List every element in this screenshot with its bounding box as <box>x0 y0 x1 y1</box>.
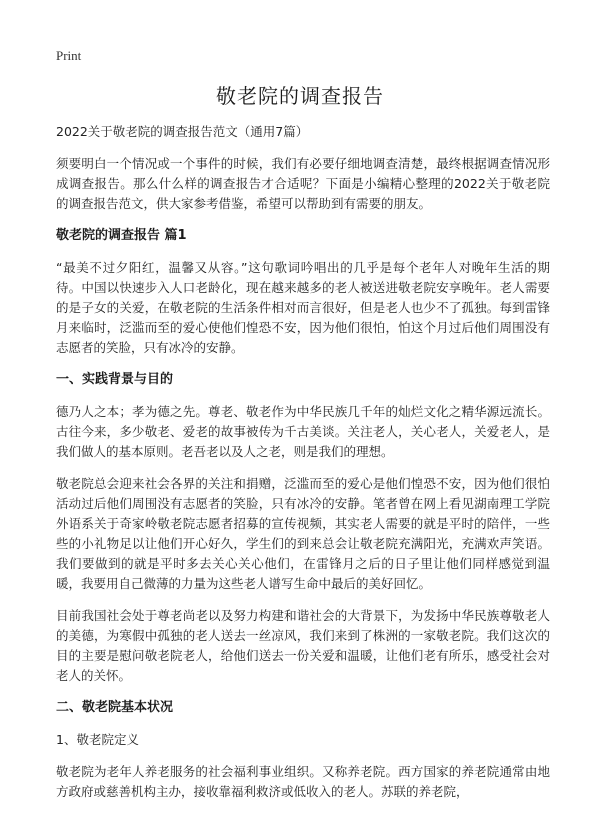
document-body <box>56 122 550 814</box>
paragraph-3: 敬老院总会迎来社会各界的关注和捐赠，泛滥而至的爱心是他们惶恐不安，因为他们很怕活动过后他们周围没有志愿者的笑脸，只有冰冷的安静。笔者曾在网上看见湖南理工学院外语系关于奇家岭敬老院志愿者招募的宣传视频，其实老人需要的就是平时的陪伴，一些些的小礼物足以让他们开心好久，学生们的到来总会让敬老院充满阳光，充满欢声笑语。我们要做到的就是平时多去关心关心他们，在雷锋月之后的日子里让他们同样感觉到温暖，我要用自己微薄的力量为这些老人谱写生命中最后的美好回忆。 <box>56 476 550 591</box>
paragraph-2: 德乃人之本；孝为德之先。尊老、敬老作为中华民族几千年的灿烂文化之精华源远流长。古往今来，多少敬老、爱老的故事被传为千古美谈。关注老人，关心老人，关爱老人，是我们做人的基本原则。老吾老以及人之老，则是我们的理想。 <box>56 404 550 459</box>
subheading-definition: 1、敬老院定义 <box>56 732 139 747</box>
paragraph-5: 敬老院为老年人养老服务的社会福利事业组织。又称养老院。西方国家的养老院通常由地方政府或慈善机构主办，接收靠福利救济或低收入的老人。苏联的养老院， <box>56 764 550 799</box>
paragraph-4: 目前我国社会处于尊老尚老以及努力构建和谐社会的大背景下，为发扬中华民族尊敬老人的美德，为寒假中孤独的老人送去一丝凉风，我们来到了株洲的一家敬老院。我们这次的目的主要是慰问敬老院老人，给他们送去一份关爱和温暖，让他们老有所乐，感受社会对老人的关怀。 <box>56 608 550 683</box>
print-link[interactable]: Print <box>56 48 82 63</box>
document-title: 敬老院的调查报告 <box>216 84 384 108</box>
document-subtitle: 2022关于敬老院的调查报告范文（通用7篇） <box>56 124 309 139</box>
paragraph-1: “最美不过夕阳红，温馨又从容。”这句歌词吟唱出的几乎是每个老年人对晚年生活的期待。中国以快速步入人口老龄化，现在越来越多的老人被送进敬老院安享晚年。老人需要的是子女的关爱，在敬老院的生活条件相对而言很好，但是老人也少不了孤独。每到雷锋月来临时，泛滥而至的爱心使他们惶恐不安，因为他们很怕，怕这个月过后他们周围没有志愿者的笑脸，只有冰冷的安静。 <box>56 260 550 355</box>
heading-basic-status: 二、敬老院基本状况 <box>56 700 174 715</box>
heading-background-purpose: 一、实践背景与目的 <box>56 372 174 387</box>
intro-paragraph: 须要明白一个情况或一个事件的时候，我们有必要仔细地调查清楚，最终根据调查情况形成调查报告。那么什么样的调查报告才合适呢？下面是小编精心整理的2022关于敬老院的调查报告范文，供大家参考借鉴，希望可以帮助到有需要的朋友。 <box>56 156 550 211</box>
section-heading: 敬老院的调查报告 篇1 <box>56 228 187 243</box>
